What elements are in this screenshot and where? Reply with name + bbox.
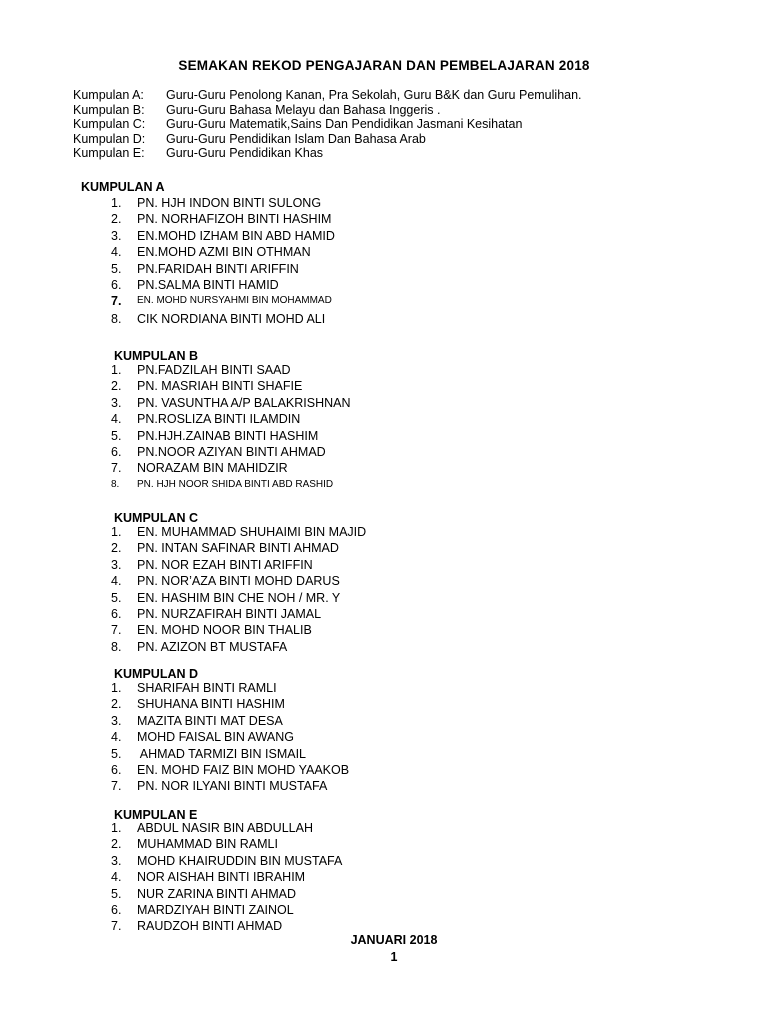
kumpulan-label: Kumpulan D: <box>73 131 146 146</box>
item-name: NUR ZARINA BINTI AHMAD <box>137 886 297 901</box>
item-name: PN. NOR ILYANI BINTI MUSTAFA <box>137 779 328 794</box>
item-name: AHMAD TARMIZI BIN ISMAIL <box>137 746 307 761</box>
item-number: 6. <box>111 762 122 777</box>
item-name: PN.FADZILAH BINTI SAAD <box>137 363 291 377</box>
kumpulan-label: Kumpulan C: <box>73 117 146 131</box>
group-heading-b: KUMPULAN B <box>114 349 199 363</box>
list-item <box>111 729 349 745</box>
item-name: PN. HJH INDON BINTI SULONG <box>137 196 322 210</box>
list-item <box>111 836 342 852</box>
item-name: MARDZIYAH BINTI ZAINOL <box>137 902 294 917</box>
item-name: CIK NORDIANA BINTI MOHD ALI <box>137 312 326 327</box>
list-item <box>111 477 351 493</box>
item-number: 5. <box>111 261 122 276</box>
item-number: 7. <box>111 623 122 638</box>
item-name: MAZITA BINTI MAT DESA <box>137 713 283 728</box>
list-item <box>111 590 366 606</box>
kumpulan-legend <box>73 88 582 161</box>
list-item <box>111 639 366 655</box>
kumpulan-desc: Guru-Guru Pendidikan Khas <box>166 146 324 160</box>
kumpulan-desc: Guru-Guru Matematik,Sains Dan Pendidikan Jasmani Kesihatan <box>166 117 523 131</box>
item-number: 5. <box>111 590 122 605</box>
list-item <box>111 395 351 411</box>
item-number: 2. <box>111 837 122 852</box>
item-number: 3. <box>111 557 122 572</box>
item-name: PN.ROSLIZA BINTI ILAMDIN <box>137 412 301 427</box>
page-number: 1 <box>390 950 398 964</box>
item-number: 3. <box>111 713 122 728</box>
item-number: 4. <box>111 870 122 885</box>
list-item <box>111 362 351 378</box>
item-name: EN.MOHD AZMI BIN OTHMAN <box>137 245 311 260</box>
list-item <box>111 557 366 573</box>
item-number: 3. <box>111 228 122 243</box>
list-item <box>111 311 335 327</box>
item-name: EN.MOHD IZHAM BIN ABD HAMID <box>137 228 335 243</box>
item-number: 8. <box>111 639 122 654</box>
list-item <box>111 746 349 762</box>
item-name: SHUHANA BINTI HASHIM <box>137 697 285 712</box>
item-name: EN. MOHD FAIZ BIN MOHD YAAKOB <box>137 762 350 777</box>
item-name: ABDUL NASIR BIN ABDULLAH <box>137 821 313 835</box>
item-name: EN. MOHD NOOR BIN THALIB <box>137 623 312 638</box>
item-name: PN. VASUNTHA A/P BALAKRISHNAN <box>137 395 351 410</box>
item-name: PN.FARIDAH BINTI ARIFFIN <box>137 261 299 276</box>
item-name: PN. INTAN SAFINAR BINTI AHMAD <box>137 541 339 556</box>
item-number: 7. <box>111 919 122 934</box>
item-number: 8. <box>111 478 120 490</box>
list-item <box>111 606 366 622</box>
page-title: SEMAKAN REKOD PENGAJARAN DAN PEMBELAJARAN 2018 <box>178 58 590 73</box>
item-number: 1. <box>111 681 122 695</box>
item-number: 1. <box>111 363 122 377</box>
item-number: 6. <box>111 902 122 917</box>
list-item <box>111 762 349 778</box>
item-name: MOHD FAISAL BIN AWANG <box>137 730 294 745</box>
kumpulan-row <box>73 132 582 147</box>
group-list-c <box>111 524 366 655</box>
list-item <box>111 778 349 794</box>
item-number: 4. <box>111 245 122 260</box>
list-item <box>111 411 351 427</box>
item-name: MUHAMMAD BIN RAMLI <box>137 837 278 852</box>
item-number: 3. <box>111 395 122 410</box>
group-heading-e: KUMPULAN E <box>114 808 198 822</box>
item-number: 6. <box>111 606 122 621</box>
item-name: EN. HASHIM BIN CHE NOH / MR. Y <box>137 590 341 605</box>
list-item <box>111 460 351 476</box>
item-number: 2. <box>111 212 122 227</box>
item-number: 2. <box>111 541 122 556</box>
item-number: 4. <box>111 730 122 745</box>
list-item <box>111 228 335 244</box>
footer-date: JANUARI 2018 <box>350 933 438 947</box>
kumpulan-row <box>73 88 582 103</box>
list-item <box>111 573 366 589</box>
item-number: 1. <box>111 821 122 835</box>
item-number: 5. <box>111 428 122 443</box>
item-number: 5. <box>111 886 122 901</box>
item-number: 2. <box>111 379 122 394</box>
item-name: PN. AZIZON BT MUSTAFA <box>137 639 288 654</box>
kumpulan-desc: Guru-Guru Penolong Kanan, Pra Sekolah, Guru B&K dan Guru Pemulihan. <box>166 88 582 102</box>
item-name: PN.SALMA BINTI HAMID <box>137 277 279 292</box>
item-number: 7. <box>111 779 122 794</box>
item-name: EN. MOHD NURSYAHMI BIN MOHAMMAD <box>137 295 332 307</box>
list-item <box>111 540 366 556</box>
list-item <box>111 869 342 885</box>
item-number: 8. <box>111 312 122 327</box>
kumpulan-label: Kumpulan E: <box>73 146 145 160</box>
group-list-d <box>111 680 349 795</box>
group-list-b <box>111 362 351 493</box>
list-item <box>111 680 349 696</box>
list-item <box>111 444 351 460</box>
group-heading-d: KUMPULAN D <box>114 667 199 681</box>
list-item <box>111 622 366 638</box>
item-number: 1. <box>111 525 122 539</box>
kumpulan-label: Kumpulan B: <box>73 102 145 117</box>
item-number: 6. <box>111 444 122 459</box>
list-item <box>111 820 342 836</box>
kumpulan-desc: Guru-Guru Bahasa Melayu dan Bahasa Inggeris . <box>166 102 441 117</box>
list-item <box>111 244 335 260</box>
item-name: SHARIFAH BINTI RAMLI <box>137 681 277 695</box>
kumpulan-row <box>73 117 582 132</box>
item-number: 4. <box>111 574 122 589</box>
item-name: NOR AISHAH BINTI IBRAHIM <box>137 870 306 885</box>
item-name: RAUDZOH BINTI AHMAD <box>137 919 283 934</box>
list-item <box>111 428 351 444</box>
item-name: PN. HJH NOOR SHIDA BINTI ABD RASHID <box>137 478 334 490</box>
kumpulan-label: Kumpulan A: <box>73 88 144 102</box>
item-name: PN. NOR EZAH BINTI ARIFFIN <box>137 557 313 572</box>
item-number: 3. <box>111 853 122 868</box>
item-name: PN.NOOR AZIYAN BINTI AHMAD <box>137 444 326 459</box>
kumpulan-row <box>73 103 582 118</box>
item-name: PN. NOR’AZA BINTI MOHD DARUS <box>137 574 340 589</box>
item-number: 7. <box>111 294 122 309</box>
list-item <box>111 293 335 311</box>
item-name: NORAZAM BIN MAHIDZIR <box>137 461 288 476</box>
group-list-a <box>111 195 335 328</box>
group-heading-c: KUMPULAN C <box>114 511 199 525</box>
list-item <box>111 853 342 869</box>
list-item <box>111 886 342 902</box>
list-item <box>111 524 366 540</box>
item-number: 5. <box>111 746 122 761</box>
list-item <box>111 713 349 729</box>
kumpulan-desc: Guru-Guru Pendidikan Islam Dan Bahasa Arab <box>166 131 426 146</box>
item-number: 1. <box>111 196 122 210</box>
kumpulan-row <box>73 146 582 161</box>
item-number: 4. <box>111 412 122 427</box>
list-item <box>111 378 351 394</box>
item-name: PN. MASRIAH BINTI SHAFIE <box>137 379 303 394</box>
list-item <box>111 277 335 293</box>
list-item <box>111 211 335 227</box>
item-number: 2. <box>111 697 122 712</box>
list-item <box>111 261 335 277</box>
group-list-e <box>111 820 342 935</box>
group-heading-a: KUMPULAN A <box>81 180 165 194</box>
item-name: PN. NURZAFIRAH BINTI JAMAL <box>137 606 322 621</box>
item-number: 6. <box>111 277 122 292</box>
list-item <box>111 195 335 211</box>
list-item <box>111 696 349 712</box>
item-number: 7. <box>111 461 122 476</box>
item-name: PN. NORHAFIZOH BINTI HASHIM <box>137 212 332 227</box>
item-name: PN.HJH.ZAINAB BINTI HASHIM <box>137 428 319 443</box>
item-name: MOHD KHAIRUDDIN BIN MUSTAFA <box>137 853 343 868</box>
item-name: EN. MUHAMMAD SHUHAIMI BIN MAJID <box>137 525 367 539</box>
list-item <box>111 902 342 918</box>
